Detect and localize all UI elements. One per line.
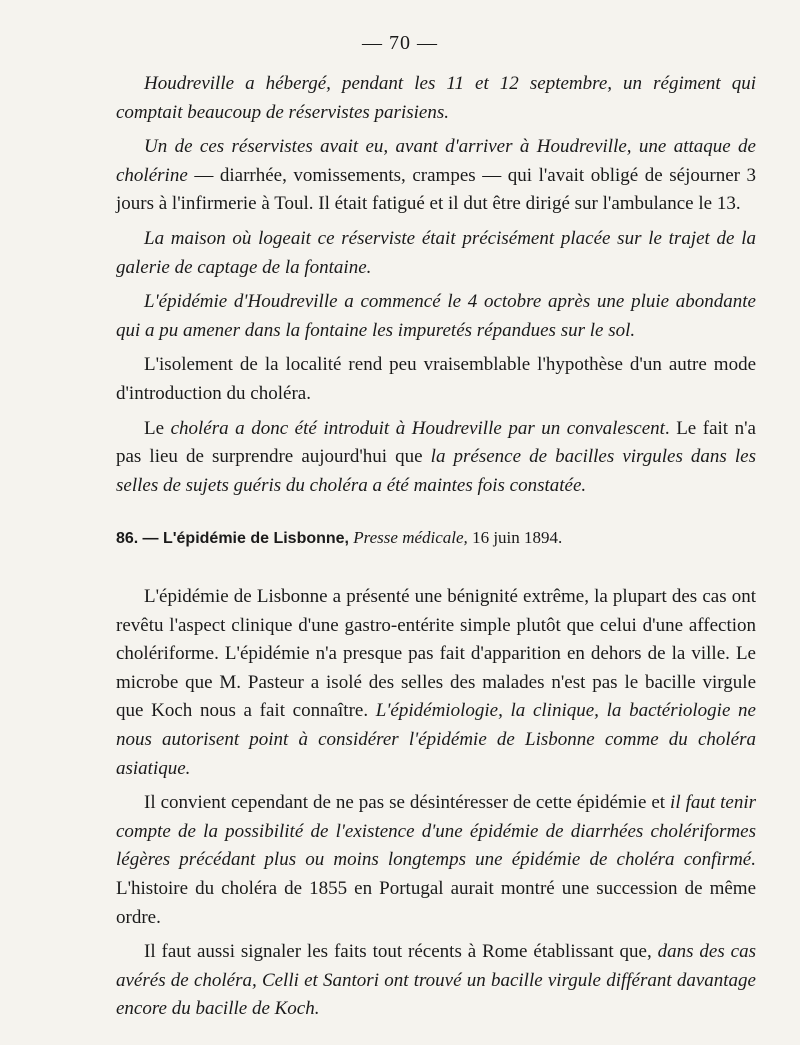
paragraph-text: il faut tenir compte de la possibilité de l'existence d'une épidémie de diarrhées cholériformes légères précédant plus ou moins longtemps une épidémie de choléra confirmé. [116, 792, 756, 871]
article-number: 86. [116, 530, 139, 547]
article-title: — L'épidémie de Lisbonne, [142, 530, 349, 547]
paragraph [116, 789, 756, 932]
paragraph-text: Un de ces réservistes avait eu, avant d'arriver à Houdreville, une attaque de cholérine [116, 136, 756, 186]
paragraph-text: Il faut aussi signaler les faits tout récents à Rome établissant que, [144, 941, 658, 963]
paragraph-text: . Le fait n'a pas lieu de surprendre aujourd'hui que [116, 417, 756, 468]
paragraph-text: L'isolement de la localité rend peu vraisemblable l'hypothèse d'un autre mode d'introduction du choléra. [116, 354, 756, 404]
article-date: 16 juin 1894. [472, 528, 563, 547]
paragraph-text: — diarrhée, vomissements, crampes — qui l'avait obligé de séjourner 3 jours à l'infirmerie à Toul. Il était fatigué et il dut être dirigé sur l'ambulance le 13. [116, 164, 756, 215]
paragraph [116, 70, 756, 127]
paragraph [116, 351, 756, 408]
paragraph [116, 583, 756, 783]
page-number: — 70 — [362, 32, 438, 54]
paragraph-text: La maison où logeait ce réserviste était précisément placée sur le trajet de la galerie de captage de la fontaine. [116, 227, 756, 278]
paragraph [116, 225, 756, 282]
paragraph-text: dans des cas avérés de choléra, Celli et Santori ont trouvé un bacille virgule différant davantage encore du bacille de Koch. [116, 941, 756, 1020]
paragraph [116, 288, 756, 345]
text-section-bottom [116, 524, 756, 1024]
paragraph [116, 133, 756, 219]
paragraph-text: choléra a donc été introduit à Houdreville par un convalescent [170, 417, 665, 439]
paragraph-text: Il convient cependant de ne pas se désintéresser de cette épidémie et [144, 792, 671, 814]
paragraph-text: la présence de bacilles virgules dans les selles de sujets guéris du choléra a été maintes fois constatée. [116, 446, 756, 496]
paragraph-text: L'épidémie de Lisbonne a présenté une bénignité extrême, la plupart des cas ont revêtu l'aspect clinique d'une gastro-entérite simple plutôt que celui d'une affection cholériforme. L'épidémie n'a presque pas fait d'apparition en dehors de la ville. Le microbe que M. Pasteur a isolé des selles des malades n'est pas le bacille virgule que Koch nous a fait connaître. [116, 586, 756, 722]
paragraph [116, 415, 756, 501]
text-section-top [116, 70, 756, 500]
paragraph-text: Houdreville a hébergé, pendant les 11 et 12 septembre, un régiment qui comptait beaucoup de réservistes parisiens. [116, 73, 756, 123]
article-heading [116, 524, 756, 553]
article-source: Presse médicale, [353, 528, 468, 547]
paragraph-text: L'histoire du choléra de 1855 en Portugal aurait montré une succession de même ordre. [116, 877, 756, 928]
paragraph-text: L'épidémiologie, la clinique, la bactériologie ne nous autorisent point à considérer l'épidémie de Lisbonne comme du choléra asiatique. [116, 700, 756, 779]
paragraph-text: Le [144, 417, 171, 439]
paragraph-text: L'épidémie d'Houdreville a commencé le 4 octobre après une pluie abondante qui a pu amener dans la fontaine les impuretés répandues sur le sol. [116, 291, 756, 341]
paragraph [116, 938, 756, 1024]
